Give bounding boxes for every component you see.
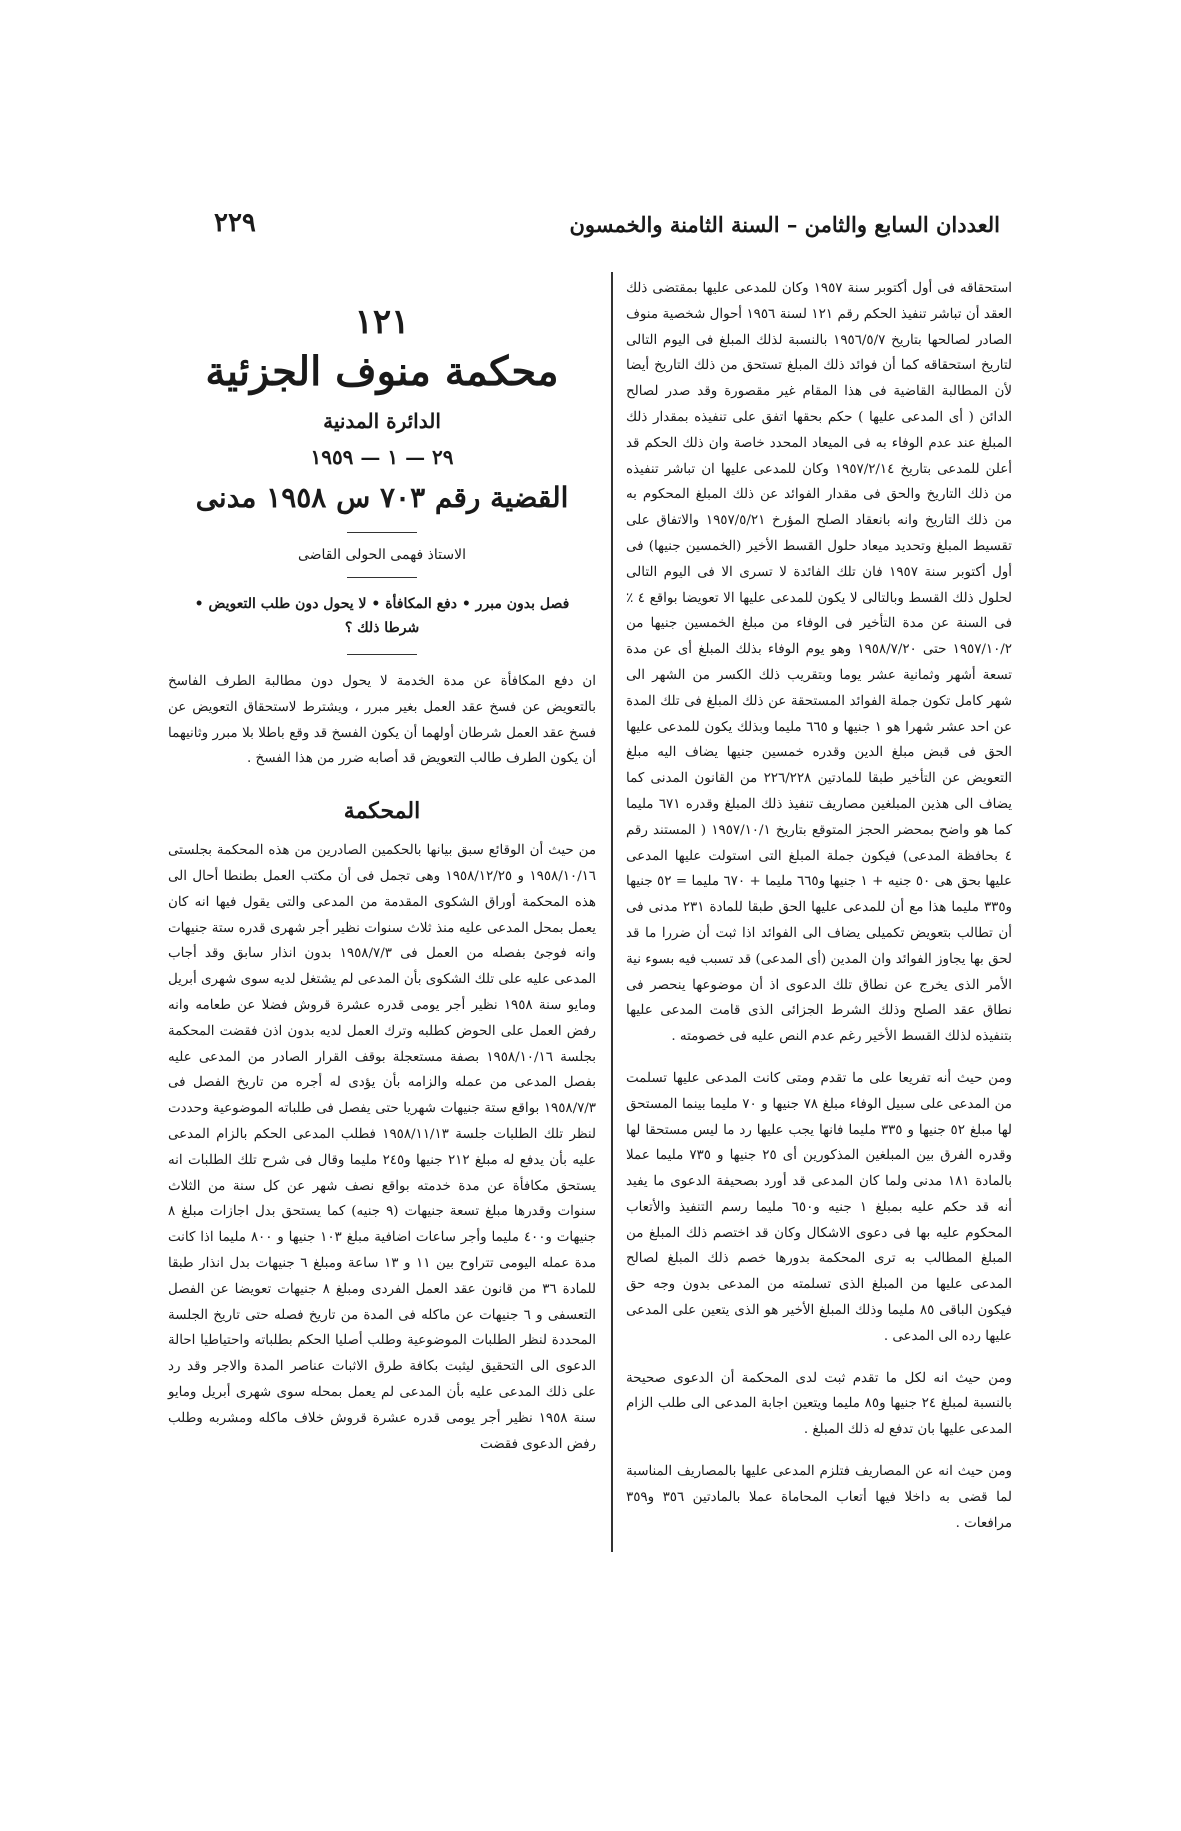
court-circuit: الدائرة المدنية: [323, 409, 441, 433]
judge-name: الاستاذ فهمى الحولى القاضى: [297, 547, 466, 563]
legal-principle: ان دفع المكافأة عن مدة الخدمة لا يحول دون مطالبة الطرف الفاسخ بالتعويض عن فسخ عقد العمل بغير مبرر ، ويشترط لاستحقاق التعويض عن فسخ عقد العمل شرطان أولهما أن يكون الفسخ قد وقع باطلا بلا مبرر وثانيهما أن يكون الطرف طالب التعويض قد أصابه ضرر من هذا الفسخ .: [168, 674, 596, 767]
right-paragraph-2: ومن حيث أنه تفريعا على ما تقدم ومتى كانت المدعى عليها تسلمت من المدعى على سبيل الوفاء مبلغ ٧٨ جنيها و ٧٠ مليما بينما المستحق لها مبلغ ٥٢ جنيها و ٣٣٥ مليما فانها يجب عليها رد ما ليس مستحقا لها وقدره الفرق بين المبلغين المذكورين أى ٢٥ جنيها و ٧٣٥ مليما عملا بالمادة ١٨١ مدنى ولما كان المدعى قد أورد بصحيفة الدعوى ما يفيد أنه قد حكم عليه بمبلغ ١ جنيه و٦٥٠ مليما رسم التنفيذ والأتعاب المحكوم عليه بها فى دعوى الاشكال وكان قد اختصم ذلك المبلغ من المبلغ المطالب به ترى المحكمة بدورها خصم ذلك المبلغ لصالح المدعى عليها من المبلغ الذى تسلمته من المدعى بدون وجه حق فيكون الباقى ٨٥ مليما وذلك المبلغ الأخير هو الذى يتعين على المدعى عليها رده الى المدعى .: [626, 1070, 1013, 1344]
right-paragraph-3: ومن حيث انه لكل ما تقدم ثبت لدى المحكمة أن الدعوى صحيحة بالنسبة لمبلغ ٢٤ جنيها و٨٥ مليما ويتعين اجابة المدعى الى طلب الزام المدعى عليها بان تدفع له ذلك المبلغ .: [626, 1370, 1013, 1438]
running-title: العددان السابع والثامن – السنة الثامنة والخمسون: [569, 212, 1000, 237]
court-name: محكمة منوف الجزئية: [205, 348, 559, 395]
section-heading: المحكمة: [343, 798, 421, 825]
case-date: ٢٩ — ١ — ١٩٥٩: [310, 445, 454, 469]
right-paragraph-1: استحقاقه فى أول أكتوبر سنة ١٩٥٧ وكان للمدعى عليها بمقتضى ذلك العقد أن تباشر تنفيذ الحكم رقم ١٢١ لسنة ١٩٥٦ أحوال شخصية منوف الصادر لصالحها بتاريخ ١٩٥٦/٥/٧ بالنسبة لذلك المبلغ فى اليوم التالى لتاريخ استحقاقه كما أن فوائد ذلك المبلغ تستحق من ذلك التاريخ أيضا لأن المطالبة القاضية فى هذا المقام غير مقصورة وقد صدر لصالح الدائن ( أى المدعى عليها ) حكم بحقها اتفق على تنفيذه بمقدار ذلك المبلغ عند عدم الوفاء به فى الميعاد المحدد خاصة وان ذلك الحكم قد أعلن للمدعى بتاريخ ١٩٥٧/٢/١٤ وكان للمدعى عليها ان تباشر تنفيذه من ذلك التاريخ والحق فى مقدار الفوائد عن ذلك المبلغ المحكوم به من ذلك التاريخ وانه بانعقاد الصلح المؤرخ ١٩٥٧/٥/٢١ والاتفاق على تقسيط المبلغ وتحديد ميعاد حلول القسط الأخير (الخمسين جنيها) فى أول أكتوبر سنة ١٩٥٧ فان تلك الفائدة لا تسرى الا فى اليوم التالى لحلول ذلك القسط وبالتالى لا يكون للمدعى عليها الا تعويضا بواقع ٤ ٪ فى السنة عن مدة التأخير فى الوفاء من مبلغ الخمسين جنيها من ١٩٥٧/١٠/٢ حتى ١٩٥٨/٧/٢٠ وهو يوم الوفاء بذلك المبلغ أى عن مدة تسعة أشهر وثمانية عشر يوما وبتقريب ذلك الكسر من الشهر الى شهر كامل تكون جملة الفوائد المستحقة عن ذلك المبلغ فى تلك المدة عن احد عشر شهرا هو ١ جنيها و ٦٦٥ مليما وبذلك يكون للمدعى عليها الحق فى قبض مبلغ الدين وقدره خمسين جنيها يضاف اليه مبلغ التعويض عن التأخير طبقا للمادتين ٢٢٦/٢٢٨ من القانون المدنى كما يضاف الى هذين المبلغين مصاريف تنفيذ ذلك المبلغ وقدره ٦٧١ مليما كما هو واضح بمحضر الحجز المتوقع بتاريخ ١٩٥٧/١٠/١ ( المستند رقم ٤ بحافظة المدعى) فيكون جملة المبلغ التى استولت عليها المدعى عليها بحق هى ٥٠ جنيه + ١ جنيها و٦٦٥ مليما + ٦٧٠ مليما = ٥٢ جنيها و٣٣٥ مليما هذا مع أن للمدعى عليها الحق طبقا للمادة ٢٣١ مدنى فى أن تطالب بتعويض تكميلى يضاف الى الفوائد اذا ثبت أن ضررا ما قد لحق بها يجاوز الفوائد وان المدين (أى المدعى) قد تسبب فيه بسوء نية الأمر الذى يخرج عن نطاق تلك الدعوى اذ أن موضوعها ينحصر فى نطاق عقد الصلح وذلك الشرط الجزائى الذى قامت المدعى عليها بتنفيذه لذلك القسط الأخير رغم عدم النص عليه فى خصومته .: [626, 281, 1013, 1045]
page-header: [200, 208, 1000, 248]
column-divider: [611, 272, 613, 1552]
headnote: فصل بدون مبرر • دفع المكافأة • لا يحول دون طلب التعويض • شرطا ذلك ؟: [194, 596, 570, 636]
right-paragraph-4: ومن حيث انه عن المصاريف فتلزم المدعى عليها بالمصاريف المناسبة لما قضى به داخلا فيها أتعاب المحاماة عملا بالمادتين ٣٥٦ و٣٥٩ مرافعات .: [626, 1464, 1012, 1531]
divider: [347, 654, 417, 655]
divider: [347, 577, 417, 578]
right-column: [626, 276, 1012, 1536]
case-number: ١٢١: [354, 302, 410, 342]
divider: [347, 532, 417, 533]
case-reference: القضية رقم ٧٠٣ س ١٩٥٨ مدنى: [195, 481, 569, 514]
page-number: ٢٢٩: [214, 208, 256, 238]
judgment-body: من حيث أن الوقائع سبق بيانها بالحكمين الصادرين من هذه المحكمة بجلستى ١٩٥٨/١٠/١٦ و ١٩٥٨/١٢/٢٥ وهى تجمل فى أن مكتب العمل بطنطا أحال الى هذه المحكمة أوراق الشكوى المقدمة من المدعى والتى يقول فيها انه كان يعمل بمحل المدعى عليه منذ ثلاث سنوات نظير أجر شهرى قدره ستة جنيهات وانه فوجئ بفصله من العمل فى ١٩٥٨/٧/٣ بدون انذار سابق وقد أجاب المدعى عليه على تلك الشكوى بأن المدعى لم يشتغل لديه سوى شهرى أبريل ومايو سنة ١٩٥٨ نظير أجر يومى قدره عشرة قروش فضلا عن طعامه وانه رفض العمل على الحوض كطلبه وترك العمل لديه بدون اذن فقضت المحكمة بجلسة ١٩٥٨/١٠/١٦ بصفة مستعجلة بوقف القرار الصادر من المدعى عليه بفصل المدعى من عمله والزامه بأن يؤدى له أجره من تاريخ الفصل فى ١٩٥٨/٧/٣ بواقع ستة جنيهات شهريا حتى يفصل فى طلباته الموضوعية وحددت لنظر تلك الطلبات جلسة ١٩٥٨/١١/١٣ فطلب المدعى الحكم بالزام المدعى عليه بأن يدفع له مبلغ ٢١٢ جنيها و٢٤٥ مليما وقال فى شرح تلك الطلبات انه يستحق مكافأة عن مدة خدمته بواقع نصف شهر عن كل سنة من الثلاث سنوات وقدرها مبلغ تسعة جنيهات (٩ جنيه) كما يستحق بدل اجازات مبلغ ٨ جنيهات و٤٠٠ مليما وأجر ساعات اضافية مبلغ ١٠٣ جنيها و ٨٠٠ مليما اذا كانت مدة عمله اليومى تتراوح بين ١١ و ١٣ ساعة ومبلغ ٦ جنيهات بدل انذار طبقا للمادة ٣٦ من قانون عقد العمل الفردى ومبلغ ٨ جنيهات تعويضا عن الفصل التعسفى و ٦ جنيهات عن ماكله فى المدة من تاريخ فصله حتى تاريخ الجلسة المحددة لنظر الطلبات الموضوعية وطلب أصليا الحكم بطلباته واحتياطيا احالة الدعوى الى التحقيق ليثبت بكافة طرق الاثبات عناصر المدة والاجر وقد رد على ذلك المدعى عليه بأن المدعى لم يعمل بمحله سوى شهرى أبريل ومايو سنة ١٩٥٨ نظير أجر يومى قدره عشرة قروش خلاف ماكله ومشربه وطلب رفض الدعوى فقضت: [168, 843, 597, 1452]
left-column: [168, 302, 596, 1457]
